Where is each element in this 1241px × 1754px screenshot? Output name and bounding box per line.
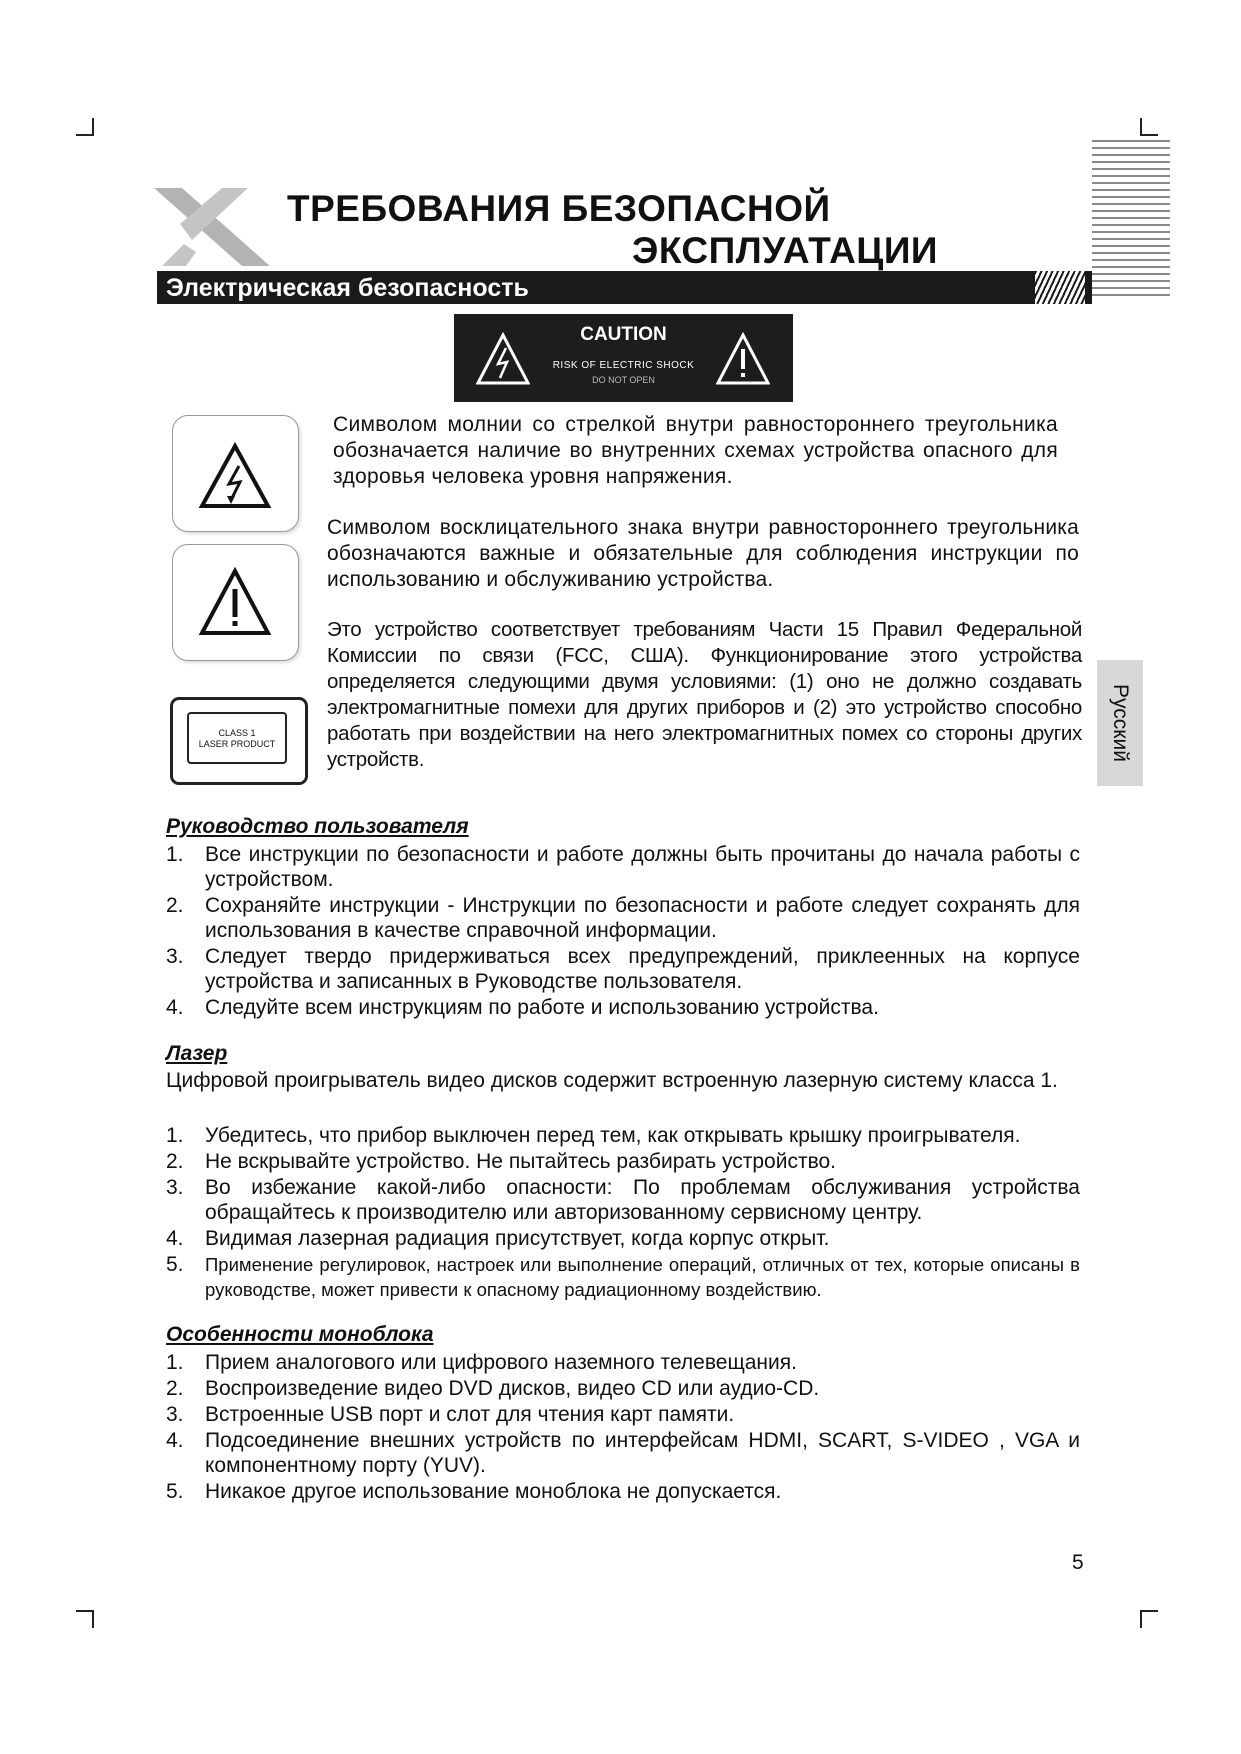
caution-label xyxy=(454,314,793,402)
list-item: 2. Не вскрывайте устройство. Не пытайтесь разбирать устройство. xyxy=(166,1150,837,1173)
lightning-triangle-icon xyxy=(173,416,298,531)
crop-mark-bottom-left xyxy=(76,1610,94,1628)
section-bar-hatch xyxy=(1035,271,1085,304)
laser-class-line-1: CLASS 1 xyxy=(218,728,256,738)
exclamation-symbol-box xyxy=(172,544,299,661)
caution-title: CAUTION xyxy=(580,324,667,345)
list-item: 2. Воспроизведение видео DVD дисков, видео CD или аудио-CD. xyxy=(166,1377,820,1400)
user-guide-list xyxy=(166,842,1080,1021)
brand-logo-icon xyxy=(152,186,272,268)
language-tab-label: Русский xyxy=(1109,684,1132,762)
crop-mark-bottom-right xyxy=(1140,1610,1158,1628)
exclamation-triangle-icon xyxy=(173,545,298,660)
list-item: 5. Никакое другое использование моноблока не допускается. xyxy=(166,1480,782,1503)
laser-class-label xyxy=(170,697,308,785)
page-number: 5 xyxy=(1072,1551,1084,1574)
laser-heading: Лазер xyxy=(166,1042,228,1065)
crop-mark-top-left xyxy=(76,118,94,136)
page-title-line-1: ТРЕБОВАНИЯ БЕЗОПАСНОЙ xyxy=(287,188,831,229)
fcc-compliance-text: Это устройство соответствует требованиям Части 15 Правил Федеральной Комиссии по связи (FCC, США). Функционирование этого устройства определяется следующими двумя условиями: (1) оно не должно создавать электромагнитные помехи для других приборов и (2) это устройство способно работать при воздействии на него электромагнитных помех со стороны других устройств. xyxy=(327,618,1082,771)
language-tab xyxy=(1097,660,1143,786)
list-item: 2. Сохраняйте инструкции - Инструкции по безопасности и работе следует сохранять для использования в качестве справочной информации. xyxy=(166,894,1080,942)
list-item: 4. Подсоединение внешних устройств по интерфейсам HDMI, SCART, S-VIDEO , VGA и компонентному порту (YUV). xyxy=(166,1429,1080,1477)
list-item: 5. Применение регулировок, настроек или выполнение операций, отличных от тех, которые описаны в руководстве, может привести к опасному радиационному воздействию. xyxy=(166,1253,1080,1300)
laser-intro: Цифровой проигрыватель видео дисков содержит встроенную лазерную систему класса 1. xyxy=(166,1069,1058,1092)
page-title-line-2: ЭКСПЛУАТАЦИИ xyxy=(632,230,939,271)
list-item: 3. Встроенные USB порт и слот для чтения карт памяти. xyxy=(166,1403,735,1426)
list-item: 3. Во избежание какой-либо опасности: По проблемам обслуживания устройства обращайтесь к производителю или авторизованному сервисному центру. xyxy=(166,1176,1080,1224)
caution-line-2: RISK OF ELECTRIC SHOCK xyxy=(552,360,695,371)
user-guide-heading: Руководство пользователя xyxy=(166,815,469,838)
list-item: 1. Убедитесь, что прибор выключен перед тем, как открывать крышку проигрывателя. xyxy=(166,1124,1021,1147)
features-list xyxy=(166,1350,1080,1505)
decorative-stripes xyxy=(1092,140,1170,298)
laser-list xyxy=(166,1123,1080,1303)
section-header-bar xyxy=(157,271,1092,304)
features-heading: Особенности моноблока xyxy=(166,1323,434,1346)
exclamation-symbol-text: Символом восклицательного знака внутри равностороннего треугольника обозначаются важные и обязательные для соблюдения инструкции по использованию и обслуживанию устройства. xyxy=(327,516,1079,591)
list-item: 1. Все инструкции по безопасности и работе должны быть прочитаны до начала работы с устройством. xyxy=(166,843,1080,891)
lightning-symbol-box xyxy=(172,415,299,532)
list-item: 4. Следуйте всем инструкциям по работе и использованию устройства. xyxy=(166,996,879,1019)
list-item: 3. Следует твердо придерживаться всех предупреждений, приклеенных на корпусе устройства и записанных в Руководстве пользователя. xyxy=(166,945,1080,993)
list-item: 1. Прием аналогового или цифрового наземного телевещания. xyxy=(166,1351,797,1374)
section-title: Электрическая безопасность xyxy=(166,274,529,302)
crop-mark-top-right xyxy=(1140,118,1158,136)
list-item: 4. Видимая лазерная радиация присутствует, когда корпус открыт. xyxy=(166,1227,830,1250)
laser-class-line-2: LASER PRODUCT xyxy=(198,739,276,749)
lightning-symbol-text: Символом молнии со стрелкой внутри равностороннего треугольника обозначается наличие во внутренних схемах устройства опасного для здоровья человека уровня напряжения. xyxy=(333,413,1058,488)
caution-line-3: DO NOT OPEN xyxy=(592,375,655,385)
